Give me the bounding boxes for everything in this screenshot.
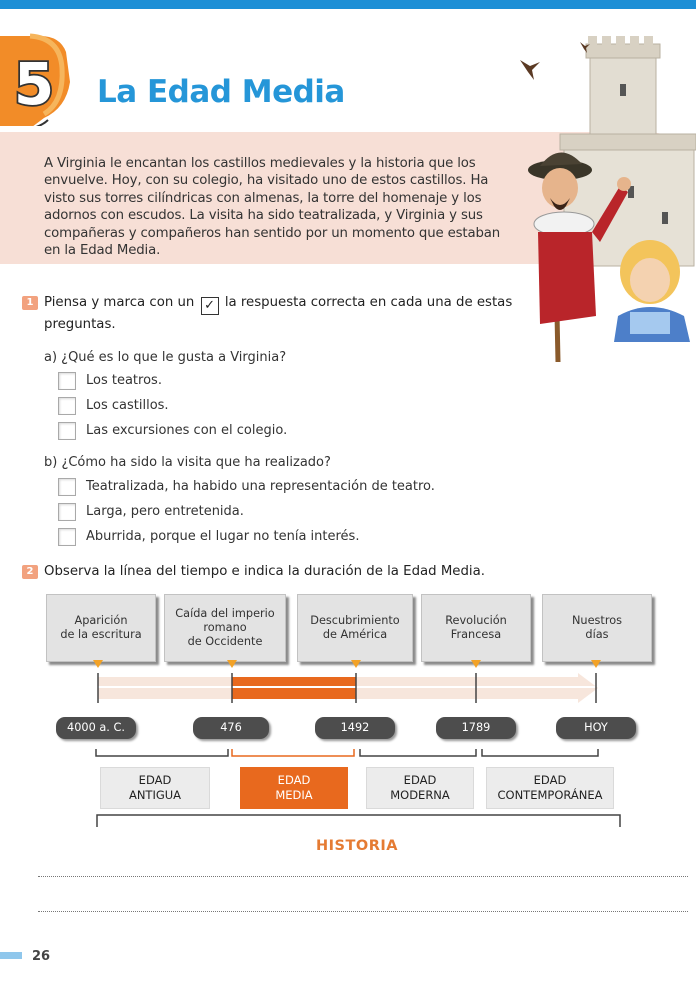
event-line: de América <box>322 628 388 641</box>
page-marker <box>0 952 22 959</box>
unit-number: 5 <box>13 50 55 118</box>
event-card-french-revolution <box>421 594 531 662</box>
event-line: Caída del imperio <box>175 607 275 620</box>
date-1789: 1789 <box>436 717 516 739</box>
activity-1-instruction <box>44 295 512 315</box>
era-line: EDAD <box>533 773 567 787</box>
answer-checkbox[interactable] <box>58 372 76 390</box>
activity-2-number: 2 <box>22 565 38 579</box>
activity-1-text-after: la respuesta correcta en cada una de estas <box>224 295 513 310</box>
event-line: Descubrimiento <box>310 614 400 627</box>
castle-knight-girl-illustration <box>500 36 696 366</box>
date-4000bc: 4000 a. C. <box>56 717 136 739</box>
era-line: CONTEMPORÁNEA <box>497 788 603 802</box>
event-line: romano <box>203 621 247 634</box>
answer-checkbox[interactable] <box>58 503 76 521</box>
activity-1-text-line2: preguntas. <box>44 317 116 332</box>
intro-text: A Virginia le encantan los castillos medievales y la historia que los envuelve. Hoy, con su colegio, ha visitado uno de estos castillos. Ha visto sus torres cilíndricas con almenas, la torre del homenaje y los adornos con escudos. La visita ha sido teatralizada, y Virginia y sus compañeras y compañeros han sentido por un momento que estaban en la Edad Media. <box>44 156 501 259</box>
option-label: Aburrida, porque el lugar no tenía interés. <box>86 529 360 544</box>
top-color-bar <box>0 0 696 9</box>
event-line: Nuestros <box>571 614 623 627</box>
historia-bracket <box>97 815 620 827</box>
event-card-writing <box>46 594 156 662</box>
unit-title: La Edad Media <box>97 74 345 110</box>
era-antigua <box>100 767 210 809</box>
era-moderna <box>366 767 474 809</box>
answer-checkbox[interactable] <box>58 478 76 496</box>
marker-icon <box>351 660 361 668</box>
option-label: Larga, pero entretenida. <box>86 504 244 519</box>
answer-line[interactable] <box>38 911 688 912</box>
event-card-fall-rome <box>164 594 286 662</box>
era-bracket-moderna <box>360 749 476 756</box>
marker-icon <box>93 660 103 668</box>
activity-1-number: 1 <box>22 296 38 310</box>
event-line: de la escritura <box>60 628 142 641</box>
event-card-america <box>297 594 413 662</box>
marker-icon <box>591 660 601 668</box>
event-card-today <box>542 594 652 662</box>
event-line: Revolución <box>445 614 507 627</box>
page-number: 26 <box>32 949 51 964</box>
event-line: de Occidente <box>187 635 263 648</box>
date-today: HOY <box>556 717 636 739</box>
marker-icon <box>227 660 237 668</box>
activity-1-text-before: Piensa y marca con un <box>44 295 195 310</box>
option-label: Las excursiones con el colegio. <box>86 423 288 438</box>
check-mark-icon: ✓ <box>201 297 219 315</box>
option-label: Los teatros. <box>86 373 162 388</box>
era-line: MODERNA <box>390 788 450 802</box>
era-line: MEDIA <box>275 788 313 802</box>
activity-2-instruction: Observa la línea del tiempo e indica la duración de la Edad Media. <box>44 564 485 579</box>
era-line: EDAD <box>277 773 311 787</box>
unit-number-badge <box>0 18 80 126</box>
era-bracket-contemporanea <box>482 749 598 756</box>
bird-icon <box>520 60 540 80</box>
event-line: días <box>585 628 609 641</box>
option-label: Teatralizada, ha habido una representación de teatro. <box>86 479 435 494</box>
event-line: Aparición <box>74 614 128 627</box>
marker-icon <box>471 660 481 668</box>
date-1492: 1492 <box>315 717 395 739</box>
event-line: Francesa <box>450 628 502 641</box>
answer-checkbox[interactable] <box>58 397 76 415</box>
answer-checkbox[interactable] <box>58 422 76 440</box>
question-b-prompt: b) ¿Cómo ha sido la visita que ha realizado? <box>44 455 331 470</box>
era-line: EDAD <box>403 773 437 787</box>
question-a-prompt: a) ¿Qué es lo que le gusta a Virginia? <box>44 350 287 365</box>
option-label: Los castillos. <box>86 398 169 413</box>
answer-checkbox[interactable] <box>58 528 76 546</box>
era-line: EDAD <box>138 773 172 787</box>
era-line: ANTIGUA <box>128 788 182 802</box>
era-contemporanea <box>486 767 614 809</box>
era-bracket-media <box>232 749 354 756</box>
historia-label: HISTORIA <box>316 838 398 854</box>
answer-line[interactable] <box>38 876 688 877</box>
era-bracket-antigua <box>96 749 228 756</box>
era-media <box>240 767 348 809</box>
date-476: 476 <box>193 717 269 739</box>
